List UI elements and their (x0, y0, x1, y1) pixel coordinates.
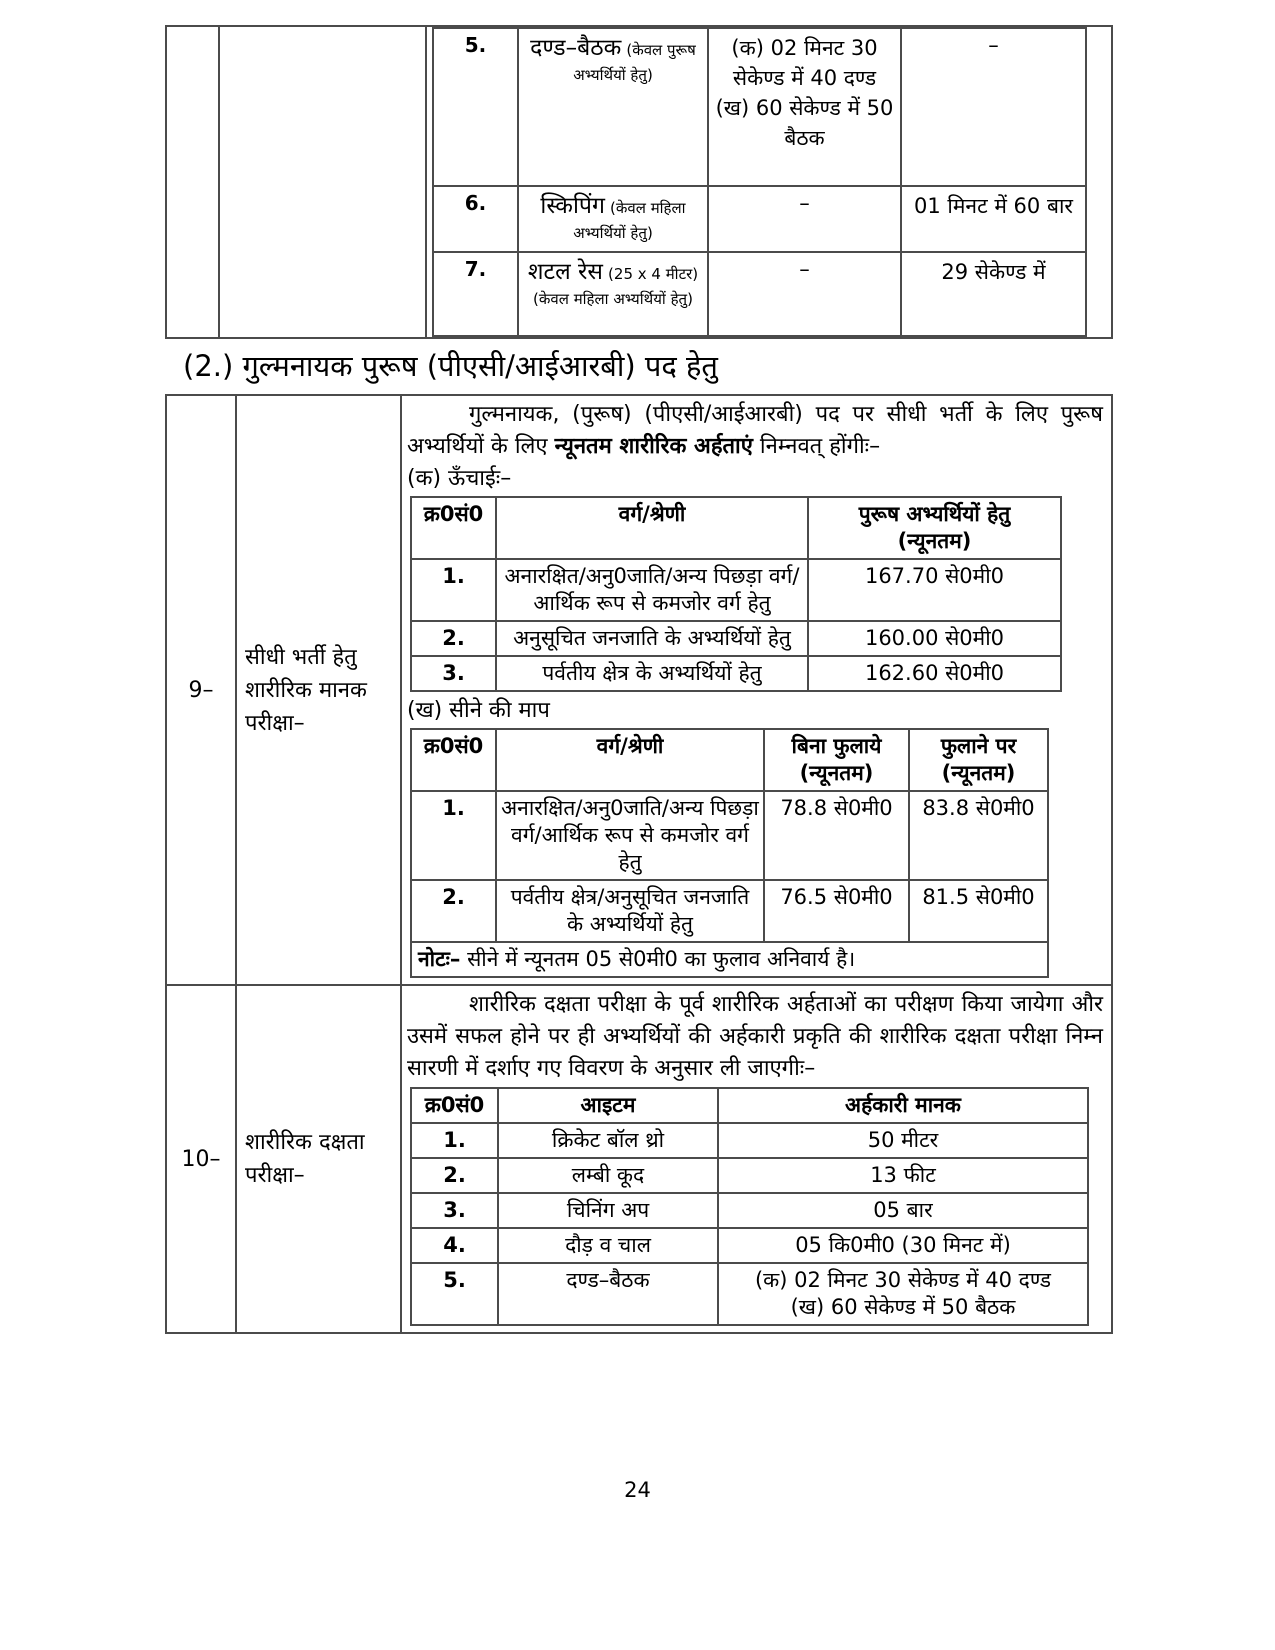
column-header: वर्ग/श्रेणी (496, 497, 808, 559)
column-header (808, 497, 1061, 559)
row-number-cell: 9– (166, 395, 236, 985)
column-header: अर्हकारी मानक (718, 1088, 1088, 1123)
chest-section-label: (ख) सीने की माप (407, 698, 550, 723)
header-line: (न्यूनतम) (941, 761, 1016, 785)
value-cell: 160.00 से0मी0 (808, 621, 1061, 656)
standard-cell: 05 कि0मी0 (30 मिनट में) (718, 1228, 1088, 1263)
expanded-value-cell: 83.8 से0मी0 (909, 791, 1048, 880)
item-name: दण्ड–बैठक (530, 35, 622, 61)
column-header: वर्ग/श्रेणी (496, 729, 764, 791)
table-row (433, 252, 1086, 336)
empty-cell (166, 26, 219, 338)
serial-cell: 2. (411, 1158, 498, 1193)
item-cell: लम्बी कूद (498, 1158, 718, 1193)
serial-cell: 1. (411, 1123, 498, 1158)
row-content-cell (401, 395, 1112, 985)
paragraph-text: निम्नवत् होंगीः– (752, 434, 881, 459)
serial-cell: 3. (411, 1193, 498, 1228)
continuation-table (165, 25, 1113, 339)
row-content-cell (401, 985, 1112, 1333)
item-cell: क्रिकेट बॉल थ्रो (498, 1123, 718, 1158)
table-row (411, 1193, 1088, 1228)
standard-cell: 50 मीटर (718, 1123, 1088, 1158)
column-header: क्र0सं0 (411, 729, 496, 791)
male-standard-cell: – (708, 186, 901, 252)
item-name: शटल रेस (527, 259, 603, 285)
table-row (411, 621, 1061, 656)
empty-cell (219, 26, 426, 338)
page-content (165, 25, 1111, 1334)
table-row (411, 559, 1061, 621)
item-cell: दण्ड–बैठक (498, 1263, 718, 1325)
serial-cell: 6. (433, 186, 518, 252)
section-heading: (2.) गुल्मनायक पुरूष (पीएसी/आईआरबी) पद हेतु (183, 349, 718, 383)
standard-cell: 13 फीट (718, 1158, 1088, 1193)
main-table (165, 394, 1113, 1334)
item-note: (केवल पुरूष अभ्यर्थियों हेतु) (573, 41, 696, 84)
unexpanded-value-cell: 78.8 से0मी0 (764, 791, 909, 880)
column-header: आइटम (498, 1088, 718, 1123)
paragraph-text: गुल्मनायक, (पुरूष) (पीएसी/आईआरबी) पद पर सीधी भर्ती के लिए पुरूष अभ्यर्थियों के लिए (407, 402, 1103, 459)
item-cell: दौड़ व चाल (498, 1228, 718, 1263)
table-row (433, 186, 1086, 252)
note-text: सीने में न्यूनतम 05 से0मी0 का फुलाव अनिवार्य है। (460, 947, 856, 971)
value-cell: 162.60 से0मी0 (808, 656, 1061, 691)
table-row (411, 791, 1048, 880)
header-row (411, 497, 1061, 559)
header-line: पुरूष अभ्यर्थियों हेतु (858, 502, 1011, 526)
unexpanded-value-cell: 76.5 से0मी0 (764, 880, 909, 942)
header-row (411, 1088, 1088, 1123)
item-cell: चिनिंग अप (498, 1193, 718, 1228)
item-cell (518, 186, 708, 252)
column-header (764, 729, 909, 791)
row-number-cell: 10– (166, 985, 236, 1333)
serial-cell: 5. (433, 28, 518, 186)
chest-standards-table (410, 728, 1049, 978)
table-row (411, 1158, 1088, 1193)
table-row (411, 1123, 1088, 1158)
serial-cell: 1. (411, 791, 496, 880)
column-header: क्र0सं0 (411, 497, 496, 559)
intro-paragraph (407, 399, 1103, 463)
row-label-cell: सीधी भर्ती हेतु शारीरिक मानक परीक्षा– (236, 395, 401, 985)
female-standard-cell: – (901, 28, 1086, 186)
page-number: 24 (624, 1478, 651, 1502)
category-cell: अनारक्षित/अनु0जाति/अन्य पिछड़ा वर्ग/आर्थिक रूप से कमजोर वर्ग हेतु (496, 791, 764, 880)
intro-paragraph: शारीरिक दक्षता परीक्षा के पूर्व शारीरिक अर्हताओं का परीक्षण किया जायेगा और उसमें सफल होने पर ही अभ्यर्थियों की अर्हकारी प्रकृति की शारीरिक दक्षता परीक्षा निम्न सारणी में दर्शाए गए विवरण के अनुसार ली जाएगीः– (407, 992, 1103, 1081)
physical-efficiency-test-table (410, 1087, 1089, 1326)
header-row (411, 729, 1048, 791)
paragraph-bold-text: न्यूनतम शारीरिक अर्हताएं (554, 434, 753, 459)
standard-line-b: (ख) 60 सेकेण्ड में 50 बैठक (715, 96, 894, 150)
row-10 (166, 985, 1112, 1333)
physical-efficiency-items-table (432, 27, 1087, 337)
category-cell: अनुसूचित जनजाति के अभ्यर्थियों हेतु (496, 621, 808, 656)
column-header (909, 729, 1048, 791)
standard-cell (718, 1263, 1088, 1325)
serial-cell: 1. (411, 559, 496, 621)
standard-line-a: (क) 02 मिनट 30 सेकेण्ड में 40 दण्ड (731, 36, 878, 90)
item-note: (केवल महिला अभ्यर्थियों हेतु) (573, 199, 686, 242)
serial-cell: 2. (411, 880, 496, 942)
female-standard-cell: 29 सेकेण्ड में (901, 252, 1086, 336)
table-row (411, 880, 1048, 942)
category-cell: पर्वतीय क्षेत्र/अनुसूचित जनजाति के अभ्यर्थियों हेतु (496, 880, 764, 942)
category-cell: अनारक्षित/अनु0जाति/अन्य पिछड़ा वर्ग/आर्थिक रूप से कमजोर वर्ग हेतु (496, 559, 808, 621)
column-header: क्र0सं0 (411, 1088, 498, 1123)
height-standards-table (410, 496, 1062, 692)
table-row (433, 28, 1086, 186)
row-label-cell: शारीरिक दक्षता परीक्षा– (236, 985, 401, 1333)
female-standard-cell: 01 मिनट में 60 बार (901, 186, 1086, 252)
height-section-label: (क) ऊँचाईः– (407, 466, 512, 491)
header-line: फुलाने पर (940, 734, 1017, 758)
note-row (411, 942, 1048, 977)
item-cell (518, 252, 708, 336)
serial-cell: 4. (411, 1228, 498, 1263)
serial-cell: 2. (411, 621, 496, 656)
table-row (166, 26, 1112, 338)
row-9 (166, 395, 1112, 985)
male-standard-cell: – (708, 252, 901, 336)
category-cell: पर्वतीय क्षेत्र के अभ्यर्थियों हेतु (496, 656, 808, 691)
item-name: स्किपिंग (540, 193, 605, 219)
header-line: बिना फुलाये (791, 734, 882, 758)
header-line: (न्यूनतम) (799, 761, 874, 785)
item-cell (518, 28, 708, 186)
header-line: (न्यूनतम) (897, 529, 972, 553)
serial-cell: 3. (411, 656, 496, 691)
standard-cell: 05 बार (718, 1193, 1088, 1228)
serial-cell: 5. (411, 1263, 498, 1325)
note-label: नोटः– (418, 947, 461, 971)
male-standard-cell (708, 28, 901, 186)
nested-table-cell (426, 26, 1112, 338)
table-row (411, 1263, 1088, 1325)
table-row (411, 1228, 1088, 1263)
standard-line-b: (ख) 60 सेकेण्ड में 50 बैठक (790, 1295, 1016, 1319)
note-cell (411, 942, 1048, 977)
serial-cell: 7. (433, 252, 518, 336)
table-row (411, 656, 1061, 691)
expanded-value-cell: 81.5 से0मी0 (909, 880, 1048, 942)
value-cell: 167.70 से0मी0 (808, 559, 1061, 621)
item-note: (25 x 4 मीटर) (केवल महिला अभ्यर्थियों हेतु) (533, 265, 699, 308)
standard-line-a: (क) 02 मिनट 30 सेकेण्ड में 40 दण्ड (754, 1268, 1052, 1292)
